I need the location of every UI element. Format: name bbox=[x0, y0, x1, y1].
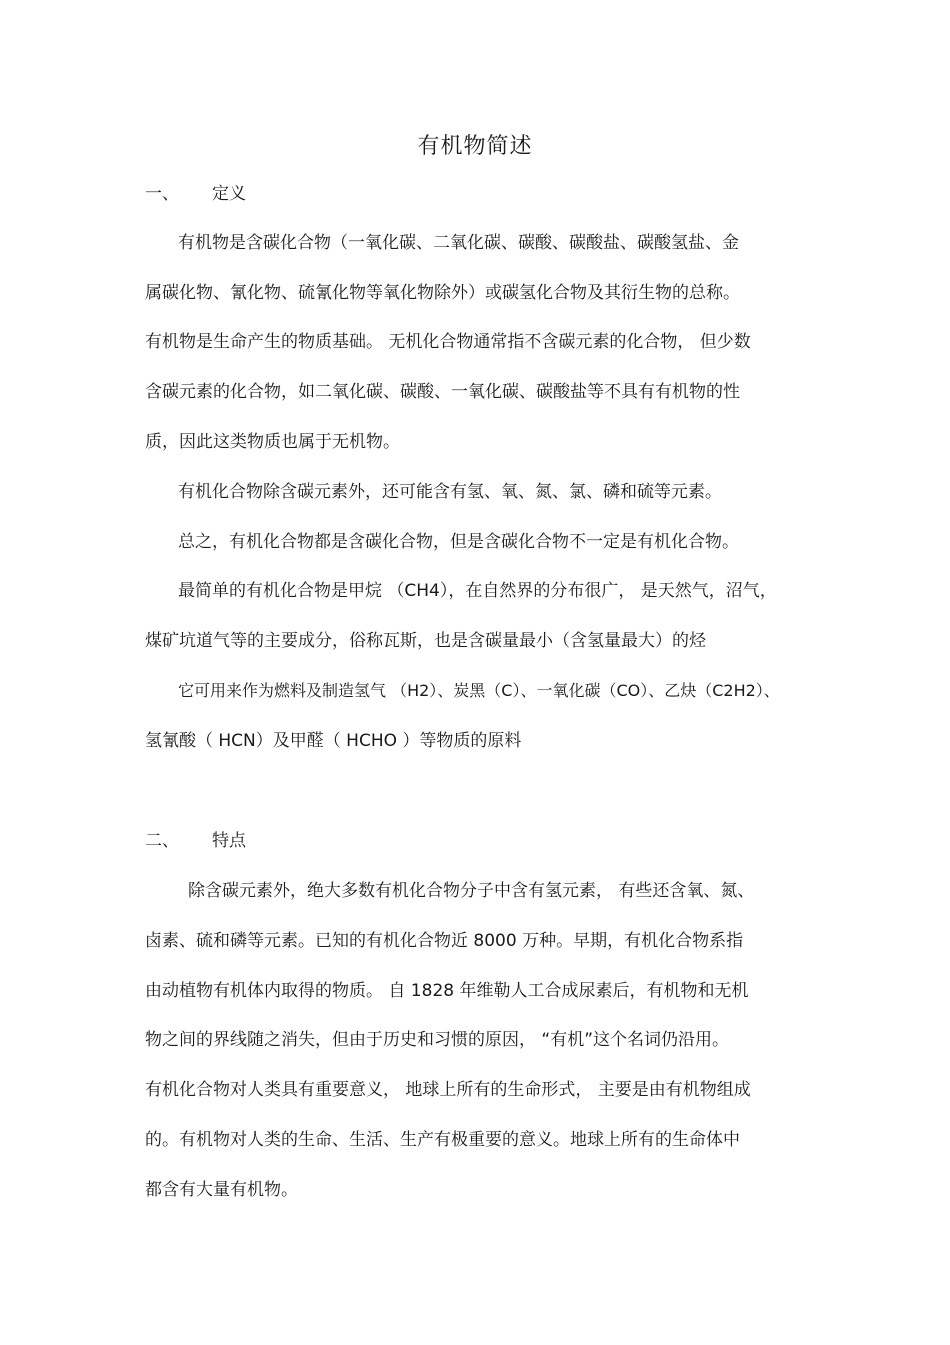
paragraph-line: 由动植物有机体内取得的物质。 自 1828 年维勒人工合成尿素后，有机物和无机 bbox=[145, 981, 749, 1001]
section-2-number: 二、 bbox=[145, 831, 179, 851]
paragraph-line: 的。有机物对人类的生命、生活、生产有极重要的意义。地球上所有的生命体中 bbox=[145, 1130, 740, 1150]
paragraph-line: 有机化合物对人类具有重要意义， 地球上所有的生命形式， 主要是由有机物组成 bbox=[145, 1080, 751, 1100]
paragraph-line: 卤素、硫和磷等元素。已知的有机化合物近 8000 万种。早期，有机化合物系指 bbox=[145, 931, 744, 951]
paragraph-line: 含碳元素的化合物，如二氧化碳、碳酸、一氧化碳、碳酸盐等不具有有机物的性 bbox=[145, 382, 740, 402]
paragraph-line: 总之，有机化合物都是含碳化合物，但是含碳化合物不一定是有机化合物。 bbox=[178, 532, 739, 552]
section-2-heading: 特点 bbox=[212, 831, 246, 851]
paragraph-line: 都含有大量有机物。 bbox=[145, 1180, 298, 1200]
paragraph-line: 最简单的有机化合物是甲烷 （CH4），在自然界的分布很广， 是天然气，沼气， bbox=[178, 581, 777, 601]
paragraph-line: 氢氰酸（ HCN）及甲醛（ HCHO ）等物质的原料 bbox=[145, 731, 522, 751]
document-title: 有机物简述 bbox=[417, 134, 533, 159]
paragraph-line: 有机物是生命产生的物质基础。 无机化合物通常指不含碳元素的化合物， 但少数 bbox=[145, 332, 751, 352]
paragraph-line: 除含碳元素外，绝大多数有机化合物分子中含有氢元素， 有些还含氧、氮、 bbox=[188, 881, 755, 901]
section-1-heading: 定义 bbox=[212, 184, 246, 204]
paragraph-line: 有机物是含碳化合物（一氧化碳、二氧化碳、碳酸、碳酸盐、碳酸氢盐、金 bbox=[178, 233, 739, 253]
paragraph-line: 煤矿坑道气等的主要成分，俗称瓦斯，也是含碳量最小（含氢量最大）的烃 bbox=[145, 631, 706, 651]
paragraph-line: 属碳化物、氰化物、硫氰化物等氧化物除外）或碳氢化合物及其衍生物的总称。 bbox=[145, 283, 740, 303]
section-1-number: 一、 bbox=[145, 184, 179, 204]
paragraph-line: 物之间的界线随之消失，但由于历史和习惯的原因， “有机”这个名词仍沿用。 bbox=[145, 1030, 730, 1050]
paragraph-line: 有机化合物除含碳元素外，还可能含有氢、氧、氮、氯、磷和硫等元素。 bbox=[178, 482, 722, 502]
paragraph-line: 质，因此这类物质也属于无机物。 bbox=[145, 432, 400, 452]
paragraph-line: 它可用来作为燃料及制造氢气 （H2）、炭黑（C）、一氧化碳（CO）、乙炔（C2H2）、 bbox=[178, 681, 780, 700]
